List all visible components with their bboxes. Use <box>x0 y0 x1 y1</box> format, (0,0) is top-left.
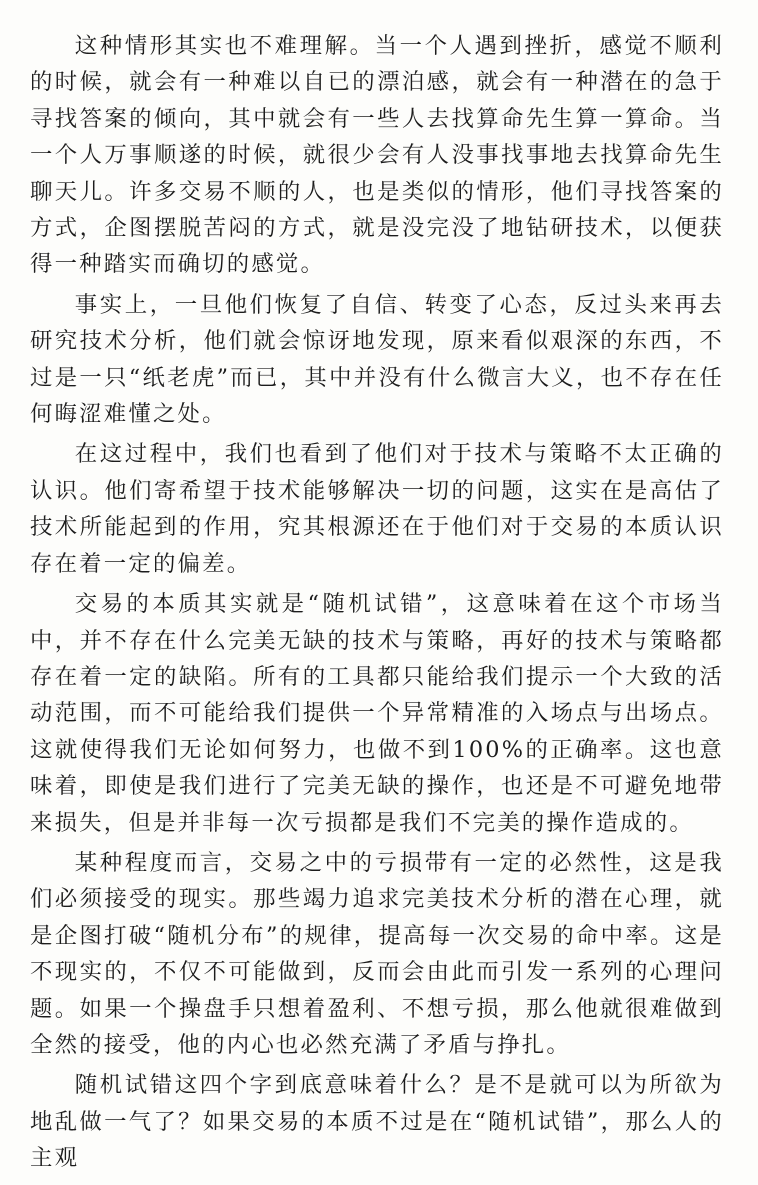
paragraph-2: 事实上，一旦他们恢复了自信、转变了心态，反过头来再去研究技术分析，他们就会惊讶地发现，原来看似艰深的东西，不过是一只“纸老虎”而已，其中并没有什么微言大义，也不存在任何晦涩难懂之处。 <box>30 291 724 428</box>
paragraph-5: 某种程度而言，交易之中的亏损带有一定的必然性，这是我们必须接受的现实。那些竭力追求完美技术分析的潜在心理，就是企图打破“随机分布”的规律，提高每一次交易的命中率。这是不现实的，不仅不可能做到，反而会由此而引发一系列的心理问题。如果一个操盘手只想着盈利、不想亏损，那么他就很难做到全然的接受，他的内心也必然充满了矛盾与挣扎。 <box>30 849 724 1058</box>
paragraph-3: 在这过程中，我们也看到了他们对于技术与策略不太正确的认识。他们寄希望于技术能够解决一切的问题，这实在是高估了技术所能起到的作用，究其根源还在于他们对于交易的本质认识存在着一定的偏差。 <box>30 441 724 577</box>
paragraph-1: 这种情形其实也不难理解。当一个人遇到挫折，感觉不顺利的时候，就会有一种难以自已的漂泊感，就会有一种潜在的急于寻找答案的倾向，其中就会有一些人去找算命先生算一算命。当一个人万事顺遂的时候，就很少会有人没事找事地去找算命先生聊天儿。许多交易不顺的人，也是类似的情形，他们寻找答案的方式，企图摆脱苦闷的方式，就是没完没了地钻研技术，以便获得一种踏实而确切的感觉。 <box>30 33 724 278</box>
paragraph-4: 交易的本质其实就是“随机试错”，这意味着在这个市场当中，并不存在什么完美无缺的技术与策略，再好的技术与策略都存在着一定的缺陷。所有的工具都只能给我们提示一个大致的活动范围，而不可能给我们提供一个异常精准的入场点与出场点。这就使得我们无论如何努力，也做不到100%的正确率。这也意味着，即使是我们进行了完美无缺的操作，也还是不可避免地带来损失，但是并非每一次亏损都是我们不完美的操作造成的。 <box>30 591 724 836</box>
paragraph-6: 随机试错这四个字到底意味着什么？是不是就可以为所欲为地乱做一气了？如果交易的本质不过是在“随机试错”，那么人的主观 <box>30 1072 724 1172</box>
